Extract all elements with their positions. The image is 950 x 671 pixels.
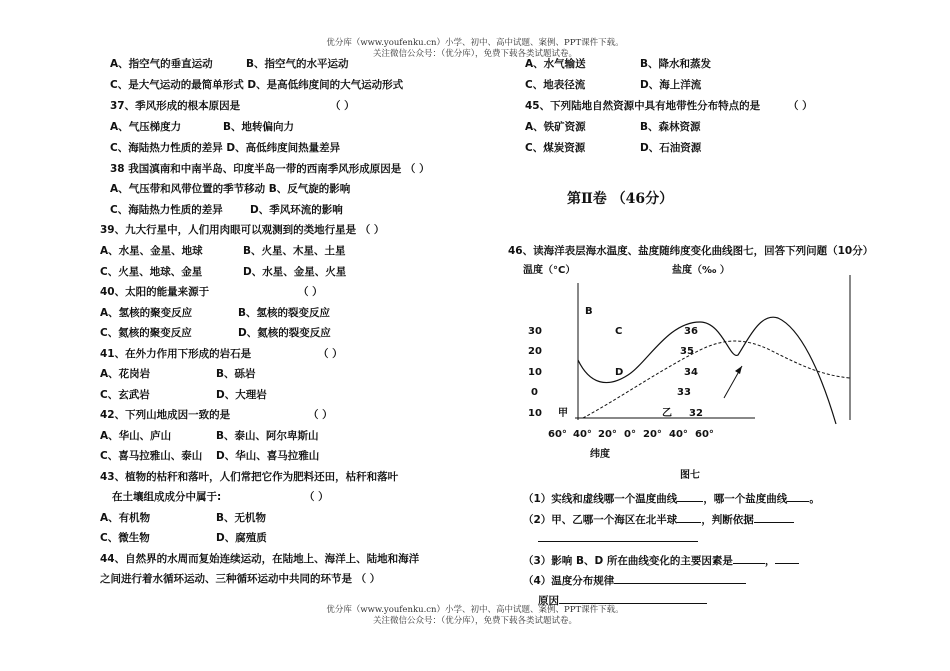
- option-d: D、石油资源: [640, 142, 702, 154]
- option-d: D、季风环流的影响: [250, 204, 343, 216]
- option-b: B、森林资源: [640, 121, 701, 133]
- point-c-label: C: [615, 326, 623, 337]
- section-title: 第Ⅱ卷 （46分）: [567, 191, 674, 207]
- answer-bracket: （ ）: [318, 348, 343, 360]
- option-a: A、水星、金星、地球: [100, 245, 203, 257]
- option-d: D、水星、金星、火星: [243, 266, 347, 278]
- answer-bracket: （ ）: [308, 409, 333, 421]
- option-b: B、指空气的水平运动: [246, 58, 349, 70]
- option-c: C、喜马拉雅山、泰山: [100, 450, 203, 462]
- option-c: C、海陆热力性质的差异: [110, 204, 223, 216]
- figure-caption: 图七: [680, 470, 700, 481]
- subquestion-text: （2）甲、乙哪一个海区在北半球: [523, 514, 678, 526]
- dashed-curve: [583, 341, 850, 418]
- option-a: A、有机物: [100, 512, 151, 524]
- subquestion-text: （4）温度分布规律: [523, 575, 615, 587]
- point-d-label: D: [615, 367, 624, 378]
- header-watermark-line2: 关注微信公众号：（优分库），免费下载各类试题试卷。: [372, 49, 577, 59]
- subquestion-text: （3）影响 B、D 所在曲线变化的主要因素是: [523, 555, 733, 567]
- option-a: A、气压梯度力: [110, 121, 182, 133]
- header-watermark-line1: 优分库（www.youfenku.cn）小学、初中、高中试题、案例、PPT课件下载。: [326, 38, 624, 48]
- salinity-tick: 36: [684, 326, 698, 337]
- temperature-tick: 30: [528, 326, 542, 337]
- answer-blank-line[interactable]: [538, 530, 698, 542]
- subquestion-4-reason: [538, 592, 707, 608]
- subquestion-2: [523, 511, 794, 527]
- subquestion-4: [523, 572, 746, 588]
- question-text: 41、在外力作用下形成的岩石是: [100, 348, 252, 360]
- option-a: A、氢核的聚变反应: [100, 307, 193, 319]
- question-44: 44、自然界的水周而复始连续运动，在陆地上、海洋上、陆地和海洋: [100, 553, 420, 565]
- question-39: 39、九大行星中，人们用肉眼可以观测到的类地行星是 （ ）: [100, 224, 385, 236]
- answer-blank[interactable]: [787, 490, 809, 502]
- subquestion-3: [523, 552, 799, 568]
- q36-option-cd: C、是大气运动的最简单形式 D、是高低纬度间的大气运动形式: [110, 79, 404, 91]
- q37-option-cd: C、海陆热力性质的差异 D、高低纬度间热量差异: [110, 142, 341, 154]
- point-jia-label: 甲: [558, 408, 568, 419]
- answer-blank[interactable]: [677, 490, 703, 502]
- question-38: 38 我国滇南和中南半岛、印度半岛一带的西南季风形成原因是 （ ）: [110, 163, 430, 175]
- answer-bracket: （ ）: [330, 100, 355, 112]
- answer-blank[interactable]: [775, 552, 799, 564]
- subquestion-text: ，哪一个盐度曲线: [703, 493, 788, 505]
- answer-blank[interactable]: [733, 552, 765, 564]
- question-text: 37、季风形成的根本原因是: [110, 100, 241, 112]
- pointer-arrowhead: [735, 366, 742, 374]
- option-b: B、降水和蒸发: [640, 58, 712, 70]
- latitude-axis-label: 纬度: [590, 449, 610, 460]
- option-c: C、火星、地球、金星: [100, 266, 203, 278]
- option-a: A、水气输送: [525, 58, 586, 70]
- option-d: D、氦核的裂变反应: [238, 327, 331, 339]
- option-b: B、砾岩: [216, 368, 256, 380]
- question-text: 40、太阳的能量来源于: [100, 286, 210, 298]
- latitude-tick: 60°: [695, 429, 714, 440]
- footer-watermark-line1: 优分库（www.youfenku.cn）小学、初中、高中试题、案例、PPT课件下载。: [326, 605, 624, 615]
- option-a: A、指空气的垂直运动: [110, 58, 213, 70]
- q38-option-ab: A、气压带和风带位置的季节移动 B、反气旋的影响: [110, 183, 351, 195]
- subquestion-text: ，: [764, 555, 776, 567]
- latitude-tick: 20°: [598, 429, 617, 440]
- answer-blank[interactable]: [559, 592, 707, 604]
- temperature-tick: 0: [531, 387, 538, 398]
- option-d: D、大理岩: [216, 389, 267, 401]
- option-b: B、泰山、阿尔卑斯山: [216, 430, 319, 442]
- question-text: 在土壤组成成分中属于:: [112, 491, 222, 503]
- question-43: 43、植物的枯秆和落叶，人们常把它作为肥料还田，枯秆和落叶: [100, 471, 399, 483]
- latitude-tick: 40°: [669, 429, 688, 440]
- salinity-tick: 34: [684, 367, 698, 378]
- option-a: A、铁矿资源: [525, 121, 586, 133]
- option-c: C、地表径流: [525, 79, 586, 91]
- subquestion-text: 原因: [538, 595, 559, 607]
- point-yi-label: 乙: [662, 408, 672, 419]
- subquestion-text: ，判断依据: [701, 514, 754, 526]
- point-b-label: B: [585, 306, 593, 317]
- answer-bracket: （ ）: [298, 286, 323, 298]
- salinity-tick: 33: [677, 387, 691, 398]
- temperature-axis-label: 温度（°C）: [523, 265, 576, 276]
- latitude-tick: 20°: [643, 429, 662, 440]
- latitude-tick: 40°: [573, 429, 592, 440]
- option-a: A、花岗岩: [100, 368, 151, 380]
- question-44-cont: 之间进行着水循环运动、三种循环运动中共同的环节是 （ ）: [100, 573, 381, 585]
- subquestion-text: （1）实线和虚线哪一个温度曲线: [523, 493, 678, 505]
- salinity-tick: 35: [680, 346, 694, 357]
- latitude-tick: 0°: [624, 429, 636, 440]
- answer-blank[interactable]: [677, 511, 701, 523]
- subquestion-1: [523, 490, 820, 506]
- option-b: B、氢核的裂变反应: [238, 307, 331, 319]
- answer-bracket: （ ）: [788, 100, 813, 112]
- option-d: D、华山、喜马拉雅山: [216, 450, 320, 462]
- option-d: D、腐殖质: [216, 532, 267, 544]
- salinity-axis-label: 盐度（‰ ）: [672, 265, 730, 276]
- subquestion-text: 。: [809, 493, 820, 505]
- option-c: C、微生物: [100, 532, 150, 544]
- answer-blank[interactable]: [614, 572, 746, 584]
- question-text: 42、下列山地成因一致的是: [100, 409, 231, 421]
- option-c: C、氦核的聚变反应: [100, 327, 192, 339]
- option-b: B、无机物: [216, 512, 267, 524]
- option-a: A、华山、庐山: [100, 430, 172, 442]
- answer-blank[interactable]: [754, 511, 794, 523]
- option-b: B、火星、木星、土星: [243, 245, 346, 257]
- solid-curve: [578, 317, 836, 424]
- temperature-tick: 10: [528, 367, 542, 378]
- temperature-tick: 10: [528, 408, 542, 419]
- option-c: C、玄武岩: [100, 389, 150, 401]
- answer-bracket: （ ）: [304, 491, 329, 503]
- option-b: B、地转偏向力: [223, 121, 295, 133]
- question-46: 46、读海洋表层海水温度、盐度随纬度变化曲线图七，回答下列问题（10分）: [508, 245, 874, 257]
- question-text: 45、下列陆地自然资源中具有地带性分布特点的是: [525, 100, 761, 112]
- footer-watermark-line2: 关注微信公众号：（优分库），免费下载各类试题试卷。: [372, 616, 577, 626]
- temperature-tick: 20: [528, 346, 542, 357]
- latitude-tick: 60°: [548, 429, 567, 440]
- option-c: C、煤炭资源: [525, 142, 586, 154]
- option-d: D、海上洋流: [640, 79, 702, 91]
- salinity-tick: 32: [689, 408, 703, 419]
